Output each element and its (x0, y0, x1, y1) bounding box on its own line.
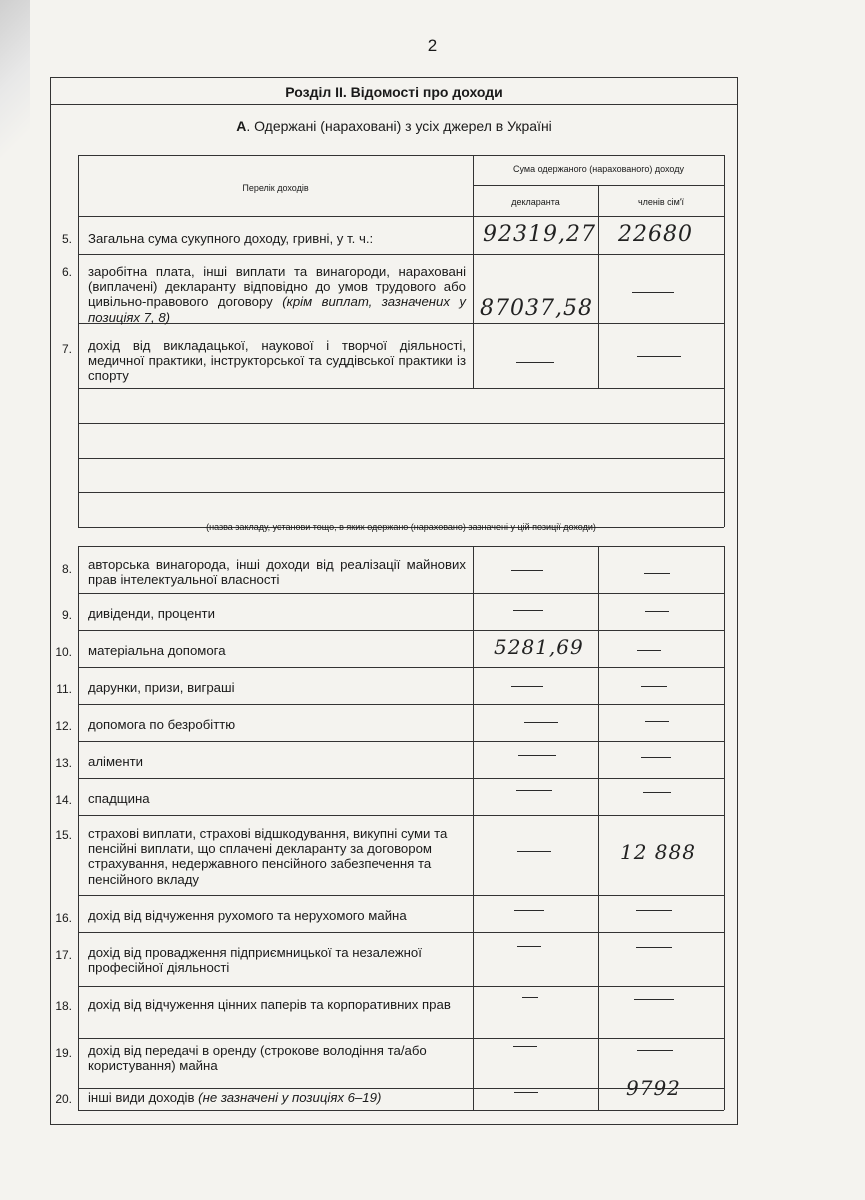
row-label: аліменти (88, 754, 144, 769)
institution-caption: (назва закладу, установи тощо, в яких одержано (нараховано) зазначені у цій позиції доходи) (206, 522, 596, 532)
row-label: Загальна сума сукупного доходу, гривні, у т. ч.: (88, 231, 374, 246)
family-value (636, 910, 672, 911)
family-value (641, 686, 667, 687)
header-family: членів сім'ї (637, 197, 685, 207)
row-label: дохід від відчуження рухомого та нерухомого майна (88, 908, 407, 923)
scan-shadow (0, 0, 30, 200)
family-value (645, 611, 669, 612)
declarant-value (518, 755, 556, 756)
row-number: 19. (55, 1046, 72, 1060)
row-label: спадщина (88, 791, 150, 806)
family-value (637, 650, 661, 651)
header-amount: Сума одержаного (нарахованого) доходу (512, 164, 684, 174)
declarant-value (513, 1046, 537, 1047)
row-label: матеріальна допомога (88, 643, 226, 658)
family-value (636, 947, 672, 948)
declarant-value (513, 610, 543, 611)
family-value (637, 356, 681, 357)
declarant-value (514, 910, 544, 911)
row-label-text: заробітна плата, інші виплати та винагороди, нараховані (виплачені) декларанту відповідно до умов трудового або цивільно-правового договору (88, 264, 466, 310)
row-label: дохід від передачі в оренду (строкове володіння та/або користування) майна (88, 1043, 427, 1074)
row-number: 7. (61, 342, 72, 356)
row-number: 18. (55, 999, 72, 1013)
row-label: страхові виплати, страхові відшкодування, викупні суми та пенсійні виплати, що сплачені декларанту за договором страхування, недержавного пенсійного забезпечення та пенсійного вкладу (88, 826, 448, 887)
family-value (643, 792, 671, 793)
family-value: 22680 (618, 222, 693, 247)
row-label-note: (не зазначені у позиціях 6–19) (198, 1090, 382, 1105)
row-number: 10. (55, 645, 72, 659)
declarant-value (524, 722, 558, 723)
row-label: дохід від провадження підприємницької та незалежної професійної діяльності (88, 945, 422, 976)
subtitle-letter: А (236, 118, 247, 134)
row-number: 8. (61, 562, 72, 576)
family-value (634, 999, 674, 1000)
declarant-value (522, 997, 538, 998)
declarant-value (516, 362, 554, 363)
family-value (641, 757, 671, 758)
section-title: Розділ ІІ. Відомості про доходи (50, 77, 738, 105)
row-label: допомога по безробіттю (88, 717, 236, 732)
declarant-value (511, 686, 543, 687)
family-value: 9792 (626, 1076, 681, 1100)
family-value (632, 292, 674, 293)
declarant-value (516, 790, 552, 791)
row-label: авторська винагорода, інші доходи від реалізації майнових прав інтелектуальної власності (88, 557, 466, 588)
row-number: 12. (55, 719, 72, 733)
header-declarant: декларанта (511, 197, 560, 207)
family-value (644, 573, 670, 574)
declarant-value (517, 851, 551, 852)
row-number: 6. (61, 265, 72, 279)
row-number: 13. (55, 756, 72, 770)
declarant-value: 5281,69 (494, 635, 584, 659)
row-label-text: інші види доходів (88, 1090, 195, 1105)
declarant-value (517, 946, 541, 947)
row-number: 16. (55, 911, 72, 925)
row-number: 9. (61, 608, 72, 622)
row-label: дохід від викладацької, наукової і творчої діяльності, медичної практики, інструкторської та суддівської практики із спорту (88, 338, 466, 384)
row-label: дохід від відчуження цінних паперів та корпоративних прав (88, 997, 451, 1012)
page-number: 2 (427, 36, 438, 55)
family-value (637, 1050, 673, 1051)
row-label (88, 1090, 466, 1105)
row-number: 5. (61, 232, 72, 246)
declarant-value: 87037,58 (480, 296, 593, 321)
declarant-value (514, 1092, 538, 1093)
row-number: 20. (55, 1092, 72, 1106)
row-number: 15. (55, 828, 72, 842)
declarant-value (511, 570, 543, 571)
header-income-list: Перелік доходів (242, 183, 309, 193)
subtitle-text: . Одержані (нараховані) з усіх джерел в Україні (246, 118, 552, 134)
row-label: дарунки, призи, виграші (88, 680, 235, 695)
row-label (88, 264, 466, 325)
row-number: 17. (55, 948, 72, 962)
family-value: 12 888 (620, 840, 696, 864)
row-label: дивіденди, проценти (88, 606, 215, 621)
section-subtitle (50, 118, 738, 134)
declarant-value: 92319,27 (483, 222, 596, 247)
family-value (645, 721, 669, 722)
row-number: 14. (55, 793, 72, 807)
row-number: 11. (56, 682, 72, 696)
row-label-note: (крім виплат, зазначених у позиціях 7, 8) (88, 294, 466, 325)
